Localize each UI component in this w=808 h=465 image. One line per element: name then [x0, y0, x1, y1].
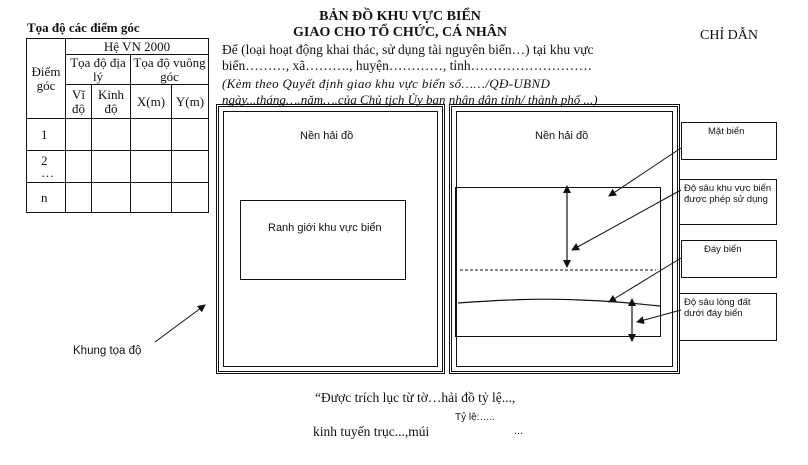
legend-sea-bed-label: Đáy biển [704, 244, 742, 255]
table-row-label: 1 [27, 119, 66, 151]
frame-label: Khung tọa độ [73, 345, 142, 357]
corner-table-title: Tọa độ các điểm góc [27, 20, 140, 35]
header-lat: Vĩ độ [66, 85, 92, 119]
left-map-background-label: Nền hải đồ [300, 130, 354, 142]
intro-line-2: biển………, xã………., huyện…………, tỉnh……………………… [222, 58, 593, 73]
right-map-background-label: Nền hải đồ [535, 130, 589, 142]
boundary-label: Ranh giới khu vực biển [268, 222, 382, 234]
footer-scale: Tỷ lệ:….. [455, 412, 496, 423]
intro-line-1: Để (loại hoạt động khai thác, sử dụng tài nguyên biển…) tại khu vực [222, 42, 594, 57]
header-rect: Tọa độ vuông góc [131, 55, 209, 85]
leader-depth-allowed [572, 190, 681, 250]
title-line-2: GIAO CHO TỔ CHỨC, CÁ NHÂN [293, 25, 507, 40]
legend-title: CHỈ DẪN [700, 28, 758, 43]
footer-meridian: kinh tuyến trục...,múi [313, 424, 430, 439]
footer-dots: ... [514, 425, 524, 437]
leader-sea-surface [609, 148, 681, 196]
legend-depth-seabed-label: Độ sâu lòng đất dưới đáy biển [684, 297, 751, 319]
legend-sea-surface-label: Mặt biển [708, 126, 745, 137]
table-row-label: 2 … [27, 151, 66, 183]
header-point: Điểm góc [27, 39, 66, 119]
legend-depth-allowed-label: Độ sâu khu vực biển được phép sử dụng [684, 183, 772, 205]
header-lon: Kinh độ [92, 85, 131, 119]
intro-line-4: ngày...tháng….năm….của Chủ tịch Ủy ban nhân dân tỉnh/ thành phố ...) [222, 92, 598, 107]
footer-extract: “Được trích lục từ tờ…hải đồ tỷ lệ..., [315, 390, 516, 405]
sea-bed-line [458, 299, 660, 306]
frame-pointer-arrow [155, 305, 205, 342]
title-line-1: BẢN ĐỒ KHU VỰC BIỂN [319, 9, 481, 24]
leader-depth-seabed [637, 310, 681, 322]
leader-sea-bed [609, 258, 681, 302]
header-y: Y(m) [172, 85, 209, 119]
header-geo: Tọa độ địa lý [66, 55, 131, 85]
header-x: X(m) [131, 85, 172, 119]
table-row-label: n [27, 183, 66, 213]
intro-line-3: (Kèm theo Quyết định giao khu vực biển số……/QĐ-UBND [222, 76, 551, 91]
header-system: Hệ VN 2000 [66, 39, 209, 55]
